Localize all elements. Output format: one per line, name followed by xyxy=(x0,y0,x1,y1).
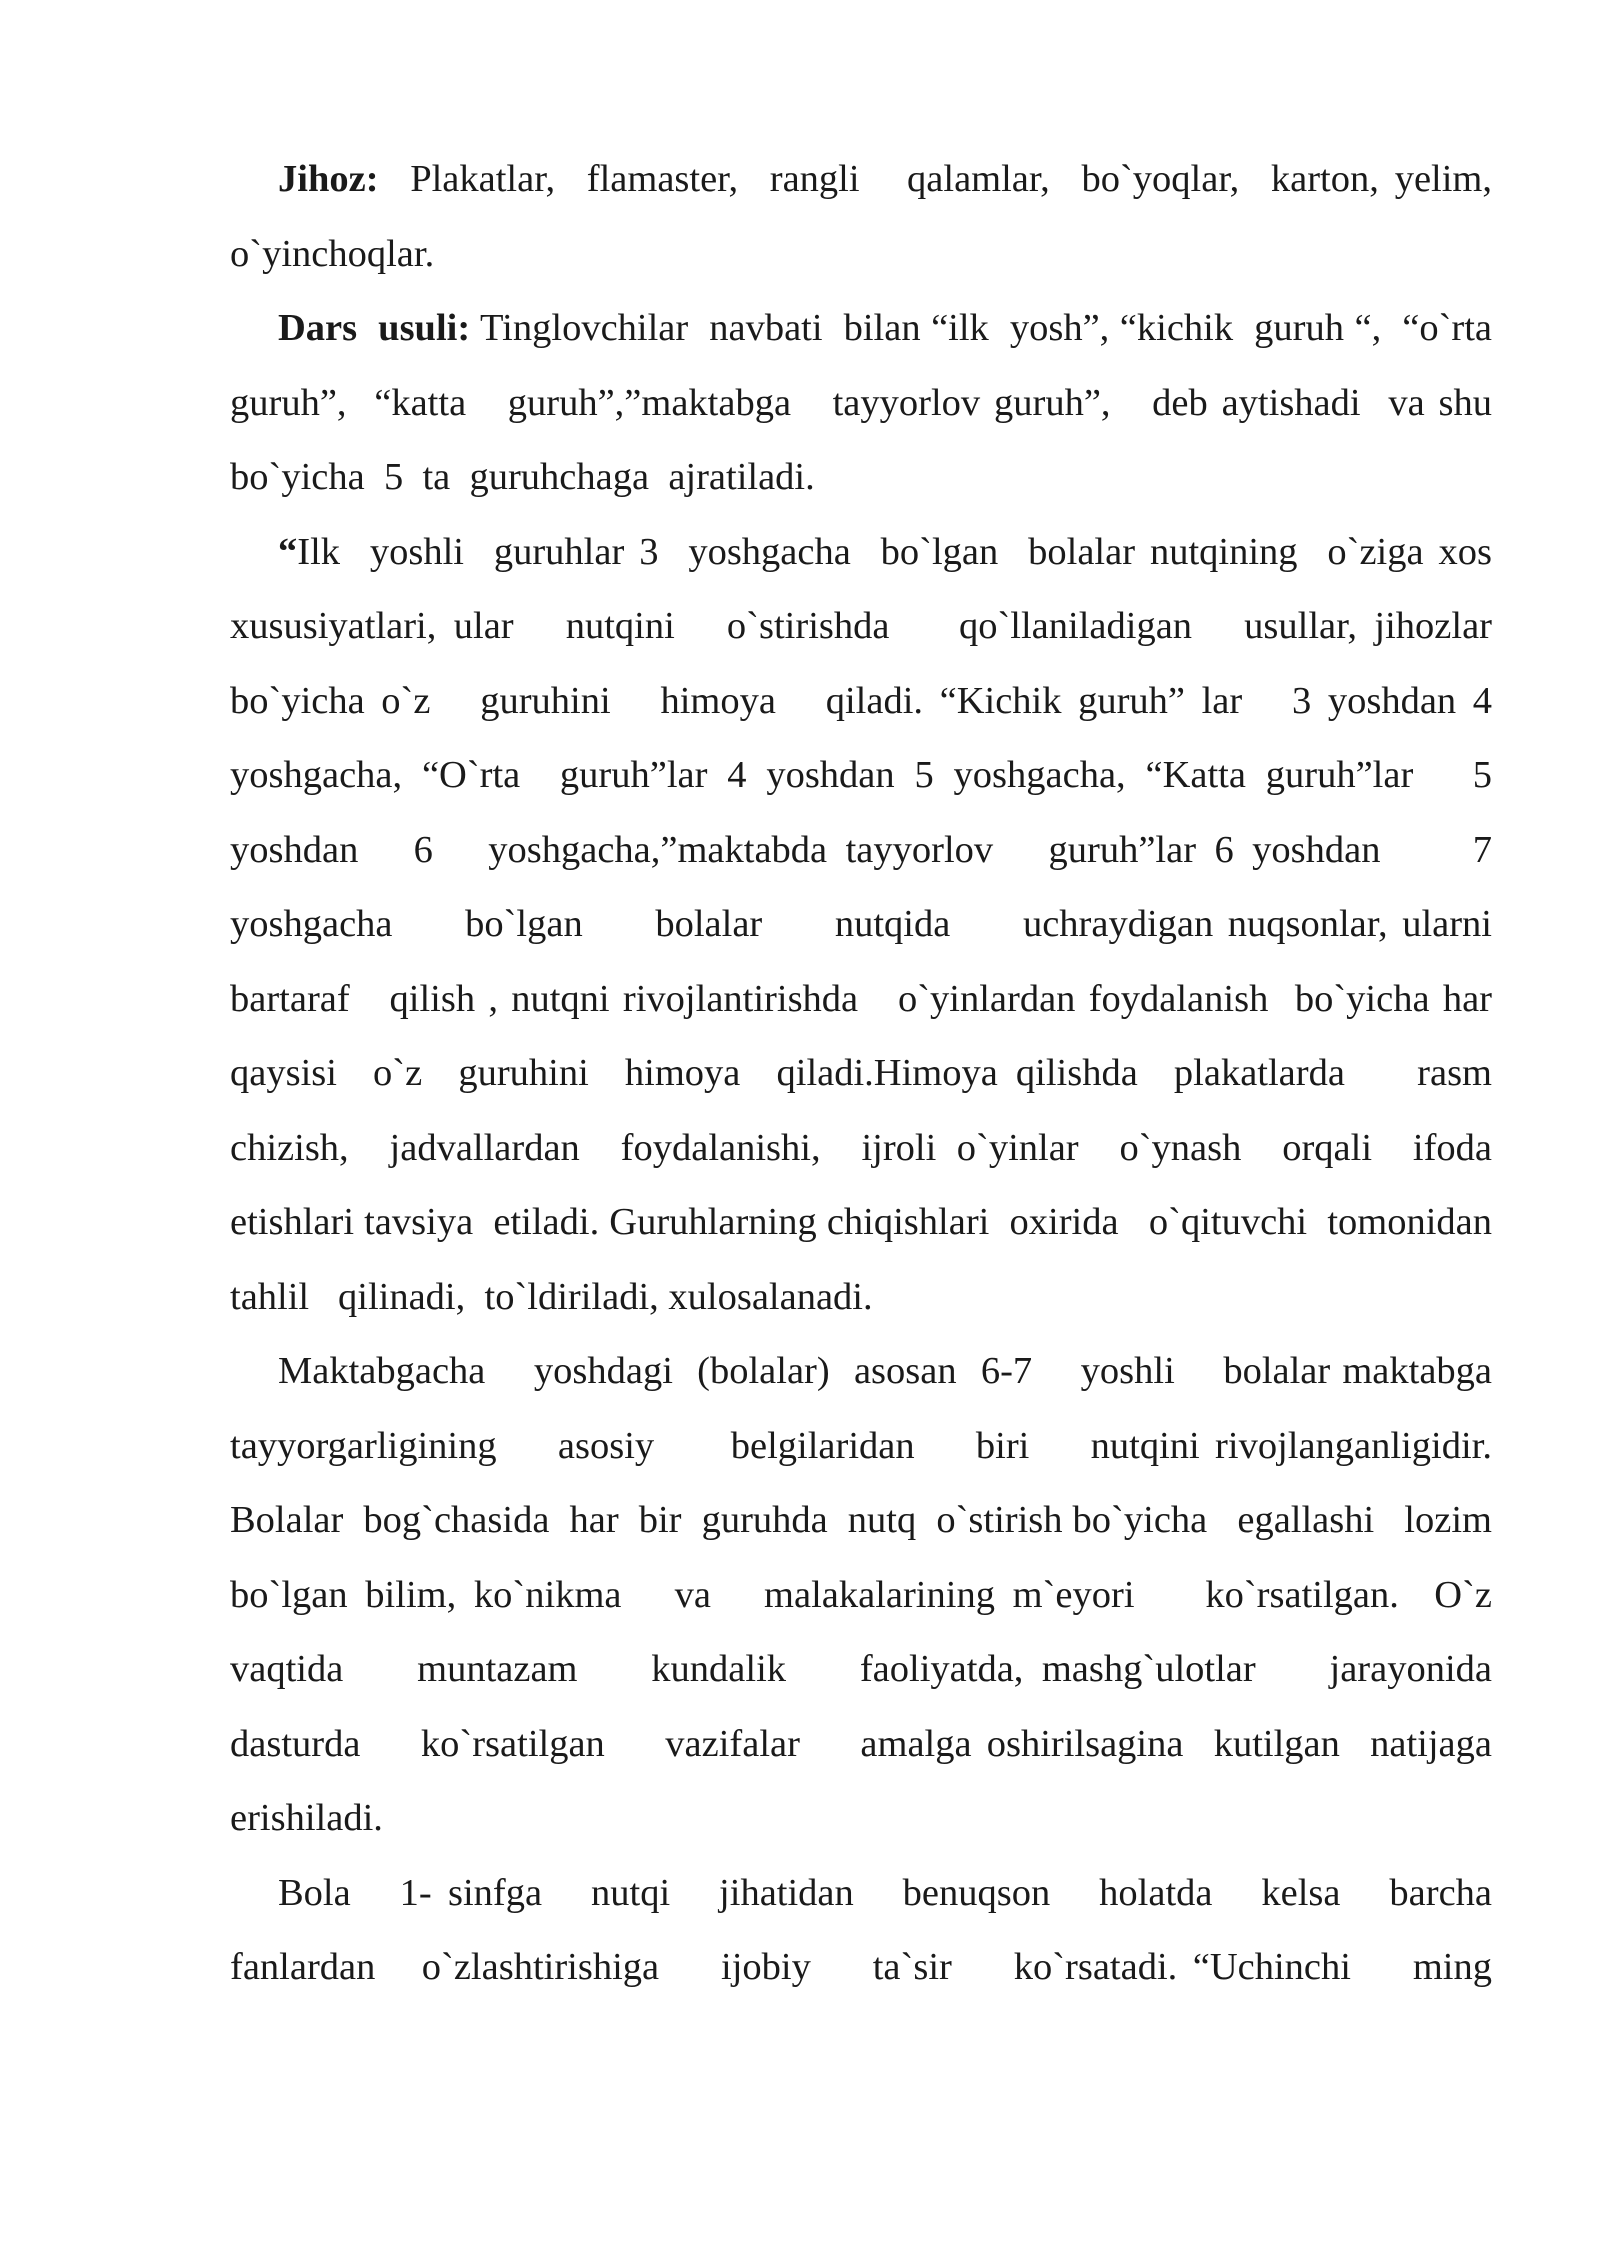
paragraph-jihoz xyxy=(230,142,1502,291)
document-body xyxy=(230,142,1550,2005)
bola-text: Bola 1- sinfga nutqi jihatidan benuqson holatda kelsa barcha fanlardan o`zlashtirishiga ijobiy ta`sir ko`rsatadi. “Uchinchi ming xyxy=(230,1871,1502,1988)
paragraph-ilk-yoshli xyxy=(230,515,1531,1335)
paragraph-maktabgacha xyxy=(230,1334,1550,1856)
jihoz-text: Plakatlar, flamaster, rangli qalamlar, bo`yoqlar, karton, yelim, o`yinchoqlar. xyxy=(230,158,1502,275)
maktabgacha-text: Maktabgacha yoshdagi (bolalar) asosan 6-7 yoshli bolalar maktabga tayyorgarligining asosiy belgilaridan biri nutqini rivojlanganligidir. Bolalar bog`chasida har bir guruhda nutq o`stirish bo`yicha egallashi lozim bo`lgan bilim, ko`nikma va malakalarining m`eyori ko`rsatilgan. O`z vaqtida muntazam kundalik faoliyatda, mashg`ulotlar jarayonida dasturda ko`rsatilgan vazifalar amalga oshirilsagina kutilgan natijaga erishiladi. xyxy=(230,1350,1550,1839)
paragraph-dars-usuli xyxy=(230,291,1521,515)
ilk-yoshli-text: Ilk yoshli guruhlar 3 yoshgacha bo`lgan bolalar nutqining o`ziga xos xususiyatlari, ular nutqini o`stirishda qo`llaniladigan usullar, jihozlar bo`yicha o`z guruhini himoya qiladi. “Kichik guruh” lar 3 yoshdan 4 yoshgacha, “O`rta guruh”lar 4 yoshdan 5 yoshgacha, “Katta guruh”lar 5 yoshdan 6 yoshgacha,”maktabda tayyorlov guruh”lar 6 yoshdan 7 yoshgacha bo`lgan bolalar nutqida uchraydigan nuqsonlar, ularni bartaraf qilish , nutqni rivojlantirishda o`yinlardan foydalanish bo`yicha har qaysisi o`z guruhini himoya qiladi.Himoya qilishda plakatlarda rasm chizish, jadvallardan foydalanishi, ijroli o`yinlar o`ynash orqali ifoda etishlari tavsiya etiladi. Guruhlarning chiqishlari oxirida o`qituvchi tomonidan tahlil qilinadi, to`ldiriladi, xulosalanadi. xyxy=(230,530,1531,1318)
jihoz-label: Jihoz: xyxy=(278,158,379,200)
paragraph-bola xyxy=(230,1856,1502,2005)
dars-usuli-label: Dars usuli: xyxy=(278,307,471,349)
open-quote-mark: “ xyxy=(278,530,298,573)
dars-usuli-text: Tinglovchilar navbati bilan “ilk yosh”, “kichik guruh “, “o`rta guruh”, “katta guruh”,”maktabga tayyorlov guruh”, deb aytishadi va shu bo`yicha 5 ta guruhchaga ajratiladi. xyxy=(230,307,1521,498)
